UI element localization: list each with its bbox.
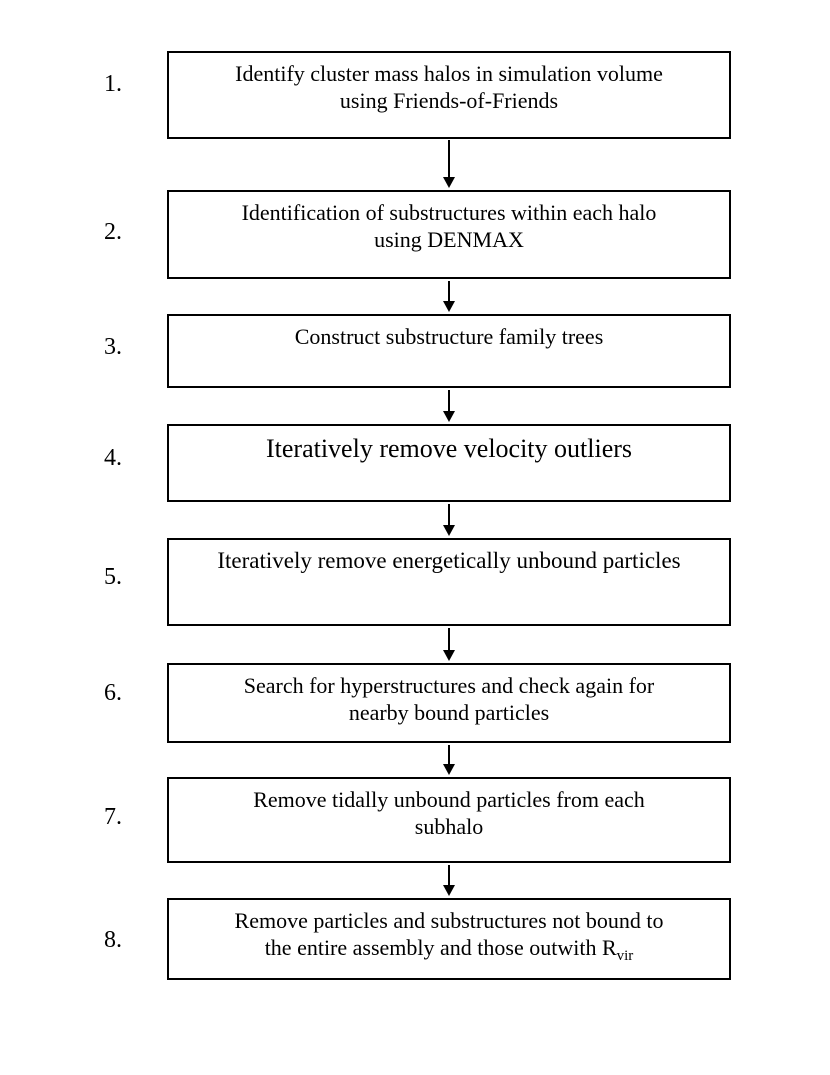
arrowhead-down-icon — [443, 177, 455, 188]
step-7-line-2: subhalo — [414, 814, 484, 839]
flow-arrow-6 — [443, 745, 455, 775]
step-6-line-2: nearby bound particles — [348, 700, 550, 725]
arrow-shaft — [448, 745, 450, 766]
arrowhead-down-icon — [443, 885, 455, 896]
arrowhead-down-icon — [443, 411, 455, 422]
step-1-line-1: Identify cluster mass halos in simulation volume — [235, 61, 663, 86]
step-number-8: 8. — [104, 927, 122, 953]
step-box-4 — [167, 424, 731, 502]
step-6-line-1: Search for hyperstructures and check again for — [243, 673, 655, 698]
flow-arrow-4 — [443, 504, 455, 536]
flow-arrow-5 — [443, 628, 455, 661]
step-7-line-1: Remove tidally unbound particles from each — [253, 787, 645, 812]
r-vir-subscript: vir — [616, 948, 634, 964]
step-2-line-2: using DENMAX — [374, 227, 524, 252]
arrow-shaft — [448, 504, 450, 527]
step-box-1 — [167, 51, 731, 139]
step-box-6 — [167, 663, 731, 743]
arrow-shaft — [448, 628, 450, 652]
step-number-7: 7. — [104, 804, 122, 830]
step-8-line-2 — [169, 934, 729, 964]
arrow-shaft — [448, 140, 450, 179]
step-number-3: 3. — [104, 334, 122, 360]
flow-arrow-7 — [443, 865, 455, 896]
arrowhead-down-icon — [443, 650, 455, 661]
arrowhead-down-icon — [443, 301, 455, 312]
step-box-8 — [167, 898, 731, 980]
arrow-shaft — [448, 865, 450, 887]
arrow-shaft — [448, 390, 450, 413]
step-1-line-2: using Friends-of-Friends — [339, 88, 559, 113]
step-number-4: 4. — [104, 445, 122, 471]
step-number-1: 1. — [104, 71, 122, 97]
step-number-2: 2. — [104, 219, 122, 245]
step-box-7 — [167, 777, 731, 863]
arrow-shaft — [448, 281, 450, 303]
step-number-5: 5. — [104, 564, 122, 590]
step-box-5 — [167, 538, 731, 626]
step-4-line-1: Iteratively remove velocity outliers — [265, 434, 633, 463]
step-8-line-2-text: the entire assembly and those outwith R — [264, 935, 617, 960]
arrowhead-down-icon — [443, 764, 455, 775]
step-box-2 — [167, 190, 731, 279]
flow-arrow-1 — [443, 140, 455, 188]
step-number-6: 6. — [104, 680, 122, 706]
step-3-line-1: Construct substructure family trees — [294, 324, 604, 349]
step-5-line-1: Iteratively remove energetically unbound particles — [217, 548, 681, 573]
flow-arrow-3 — [443, 390, 455, 422]
step-box-3 — [167, 314, 731, 388]
arrowhead-down-icon — [443, 525, 455, 536]
step-2-line-1: Identification of substructures within each halo — [241, 200, 657, 225]
flow-arrow-2 — [443, 281, 455, 312]
step-8-line-1: Remove particles and substructures not bound to — [234, 908, 664, 933]
